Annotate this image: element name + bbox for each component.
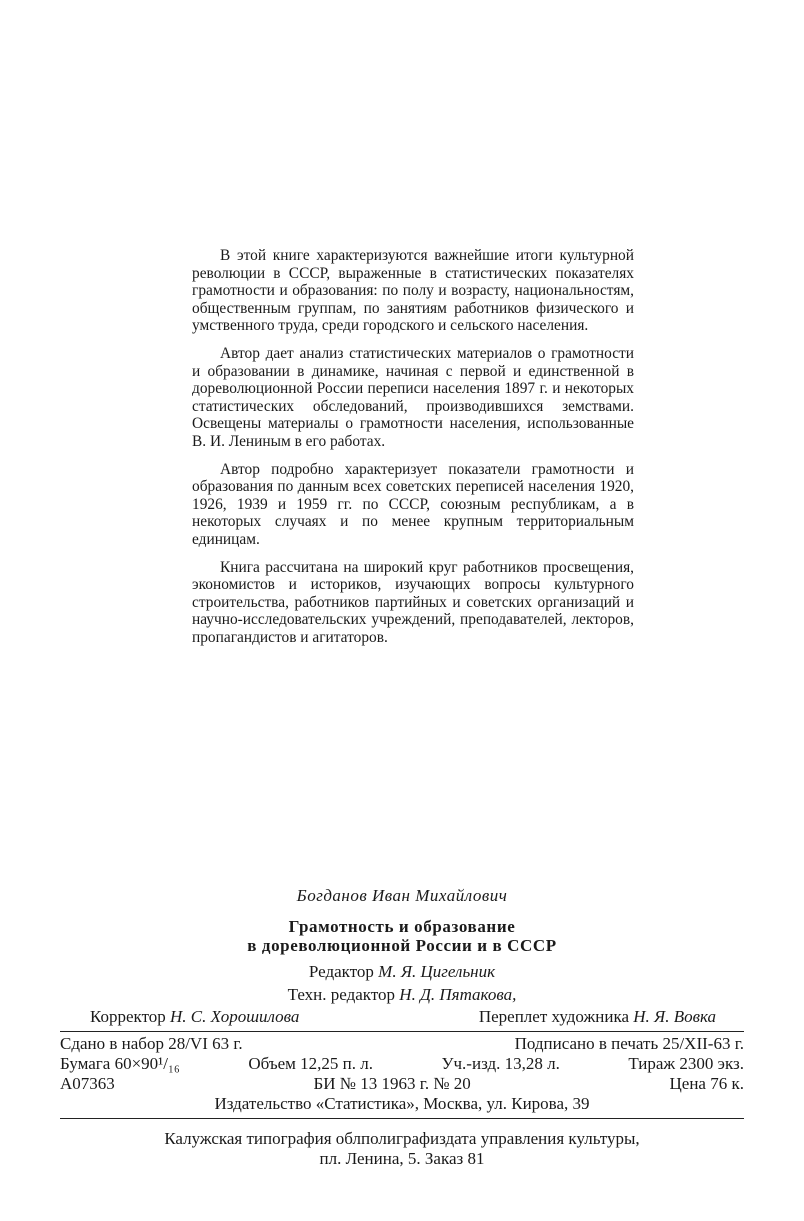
corrector [90,1007,299,1027]
signed-date: Подписано в печать 25/XII-63 г. [514,1034,744,1053]
tech-editor-label: Техн. редактор [287,985,396,1004]
bi-number: БИ № 13 1963 г. № 20 [313,1074,471,1093]
divider-line [60,1118,744,1119]
codes-row [60,1074,744,1094]
cover-artist [479,1007,716,1027]
divider-line [60,1031,744,1032]
printer-line-1: Калужская типография облполиграфиздата управления культуры, [164,1129,640,1148]
annotation-text [192,247,634,656]
annotation-paragraph: Автор подробно характеризует показатели грамотности и образования по данным всех советских переписей населения 1920, 1926, 1939 и 1959 гг. по СССР, союзным республикам, а в некоторых случаях и по менее крупным территориальным единицам. [192,460,634,548]
print-run: Тираж 2300 экз. [628,1054,744,1073]
code: А07363 [60,1074,115,1093]
publisher-line: Издательство «Статистика», Москва, ул. Кирова, 39 [214,1094,590,1113]
annotation-paragraph: В этой книге характеризуются важнейшие итоги культурной революции в СССР, выраженные в статистических показателях грамотности и образования: по полу и возрасту, национальностям, общественным группам, по занятиям работников физического и умственного труда, среди городского и сельского населения. [192,247,634,335]
printer-line-2: пл. Ленина, 5. Заказ 81 [319,1149,485,1168]
price: Цена 76 к. [669,1074,744,1093]
author-name: Богданов Иван Михайлович [296,886,508,905]
tech-editor-line [60,985,744,1005]
annotation-paragraph: Книга рассчитана на широкий круг работников просвещения, экономистов и историков, изучающих вопросы культурного строительства, работников партийных и советских организаций и научно-исследовательских учреждений, преподавателей, лекторов, пропагандистов и агитаторов. [192,558,634,646]
publisher-sheets: Уч.-изд. 13,28 л. [441,1054,560,1073]
corrector-artist-line [60,1007,744,1027]
book-title [60,917,744,955]
paper-format: Бумага 60×90¹/₁₆ [60,1054,180,1073]
print-dates-row [60,1034,744,1054]
annotation-paragraph: Автор дает анализ статистических материалов о грамотности и образовании в динамике, начиная с первой и единственной в дореволюционной России переписи населения 1897 г. и некоторых статистических обследований, производившихся земствами. Освещены материалы о грамотности населения, использованные В. И. Лениным в его работах. [192,344,634,450]
tech-editor-name: Н. Д. Пятакова, [399,985,517,1004]
editor-label: Редактор [308,962,374,981]
cover-artist-name: Н. Я. Вовка [633,1007,716,1026]
volume: Объем 12,25 п. л. [248,1054,373,1073]
corrector-label: Корректор [90,1007,166,1026]
editor-line [60,962,744,982]
title-line-1: Грамотность и образование [288,917,516,936]
cover-artist-label: Переплет художника [478,1007,629,1026]
printer-info [60,1129,744,1169]
corrector-name: Н. С. Хорошилова [170,1007,300,1026]
format-row [60,1054,744,1074]
title-line-2: в дореволюционной России и в СССР [247,936,557,955]
editor-name: М. Я. Цигельник [378,962,496,981]
submitted-date: Сдано в набор 28/VI 63 г. [60,1034,243,1053]
imprint-block [60,886,744,1169]
